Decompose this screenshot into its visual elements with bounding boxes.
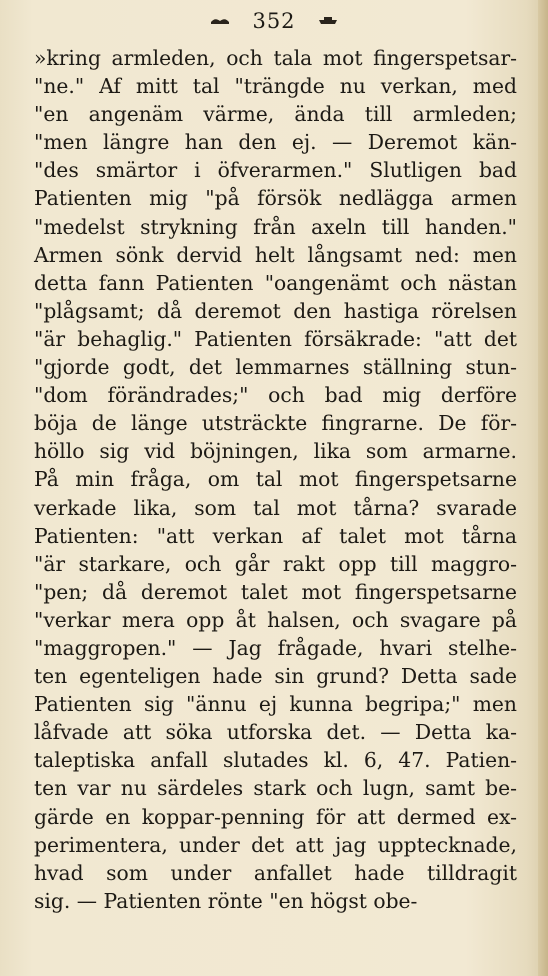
text-line: gärde en koppar-penning för att dermed ex-: [34, 804, 517, 829]
text-line: "men längre han den ej. — Deremot kän-: [34, 130, 517, 155]
text-line: "medelst strykning från axeln till handen.": [34, 214, 517, 239]
text-line: detta fann Patienten "oangenämt och nästan: [34, 270, 517, 295]
text-line: hvad som under anfallet hade tilldragit: [34, 860, 517, 885]
text-line: böja de länge utsträckte fingrarne. De för-: [34, 411, 517, 436]
text-line: »kring armleden, och tala mot fingerspetsar-: [34, 46, 517, 70]
text-line: perimentera, under det att jag upptecknade,: [34, 832, 517, 857]
printer-ornament-icon: [318, 16, 338, 26]
page-number: 352: [252, 9, 296, 33]
body-text: [34, 44, 517, 915]
text-line: På min fråga, om tal mot fingerspetsarne: [34, 467, 517, 492]
page-header: [0, 6, 548, 36]
text-line: "är starkare, och går rakt opp till maggro-: [34, 551, 517, 576]
text-line: Patienten mig "på försök nedlägga armen: [34, 186, 517, 211]
text-line: Patienten: "att verkan af talet mot tårna: [34, 523, 517, 548]
text-line: ten var nu särdeles stark och lugn, samt be-: [34, 776, 517, 801]
text-line: "maggropen." — Jag frågade, hvari stelhe-: [34, 635, 517, 660]
text-line: "gjorde godt, det lemmarnes ställning stun-: [34, 355, 517, 380]
text-line: "verkar mera opp åt halsen, och svagare på: [34, 607, 517, 632]
text-line: Patienten sig "ännu ej kunna begripa;" men: [34, 692, 517, 717]
text-line: ten egenteligen hade sin grund? Detta sade: [34, 664, 517, 689]
text-line: "en angenäm värme, ända till armleden;: [34, 102, 517, 127]
text-line: Armen sönk dervid helt långsamt ned: men: [34, 242, 517, 267]
text-line: "des smärtor i öfverarmen." Slutligen bad: [34, 158, 517, 183]
text-line: höllo sig vid böjningen, lika som armarne.: [34, 439, 517, 464]
text-line: "plågsamt; då deremot den hastiga rörelsen: [34, 298, 517, 323]
text-line: "ne." Af mitt tal "trängde nu verkan, med: [34, 74, 517, 99]
text-line: "dom förändrades;" och bad mig derföre: [34, 383, 517, 408]
text-line: "är behaglig." Patienten försäkrade: "att det: [34, 326, 517, 351]
text-line: verkade lika, som tal mot tårna? svarade: [34, 495, 517, 520]
text-line: "pen; då deremot talet mot fingerspetsarne: [34, 579, 517, 604]
page-edge: [538, 0, 548, 976]
printer-ornament-icon: [210, 16, 230, 26]
text-line: sig. — Patienten rönte "en högst obe-: [34, 888, 418, 913]
text-line: taleptiska anfall slutades kl. 6, 47. Patien-: [34, 748, 517, 773]
text-line: låfvade att söka utforska det. — Detta ka-: [34, 720, 517, 745]
